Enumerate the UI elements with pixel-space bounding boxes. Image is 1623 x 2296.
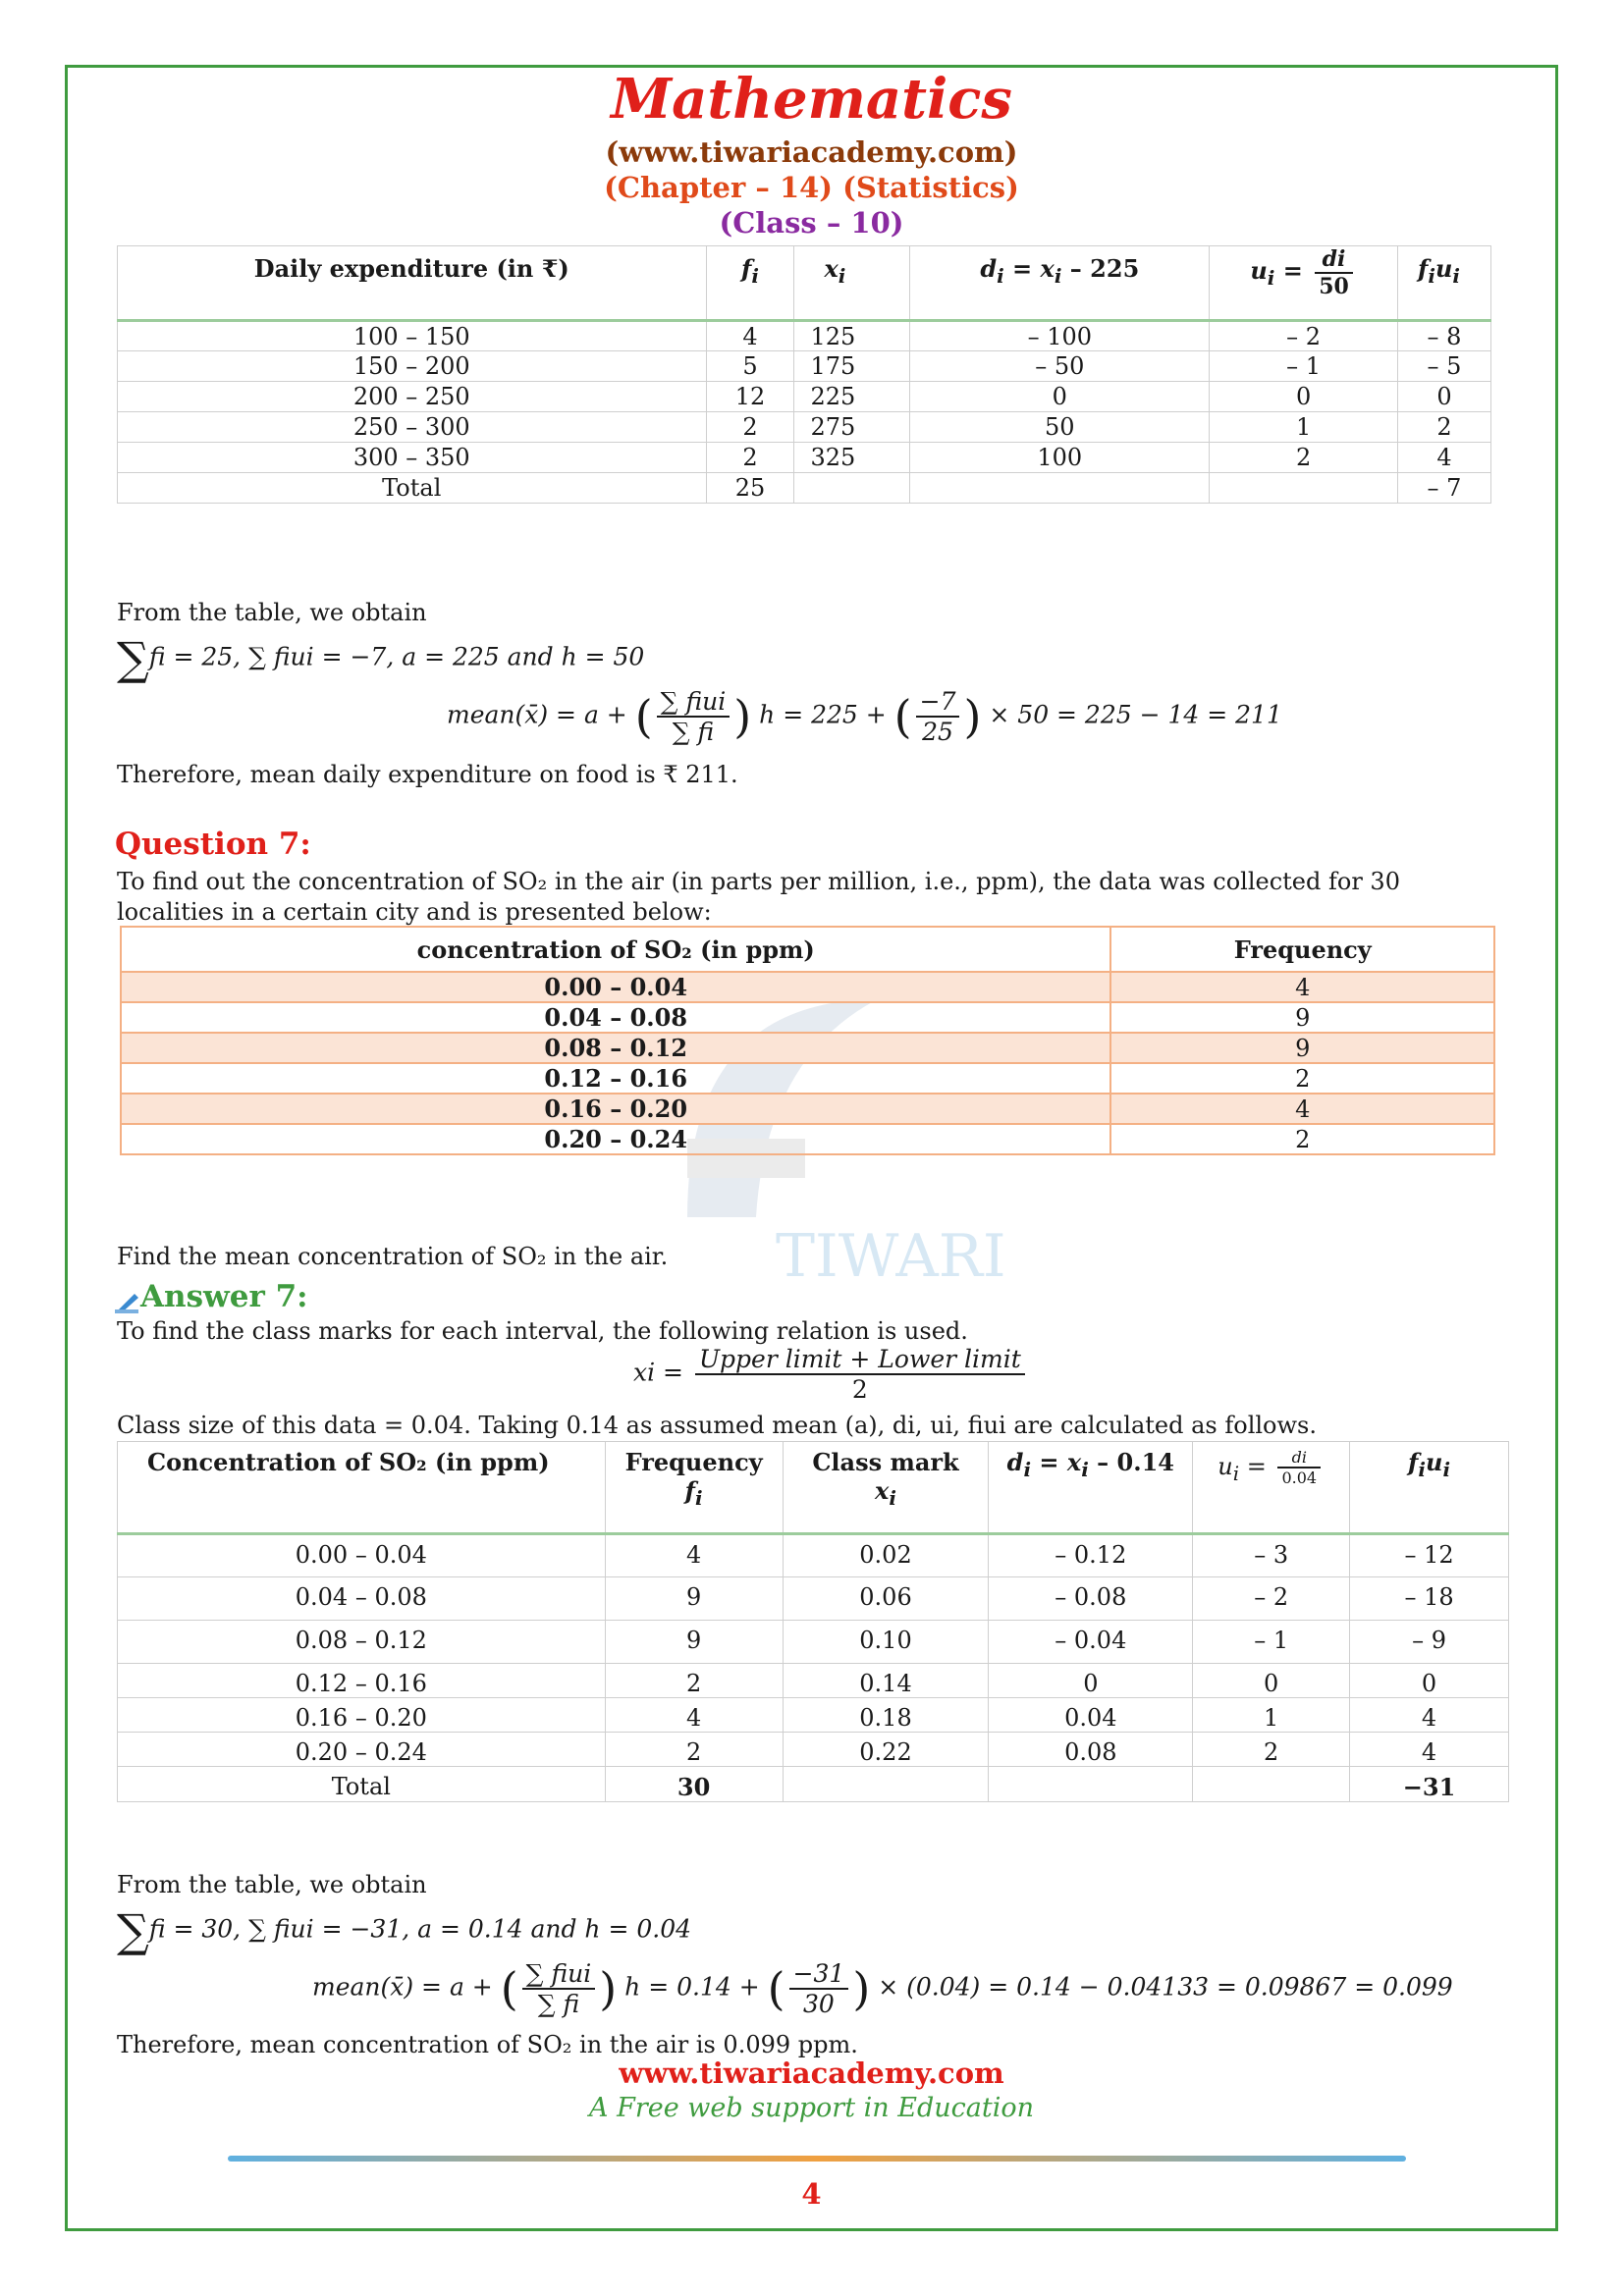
table-row bbox=[118, 1767, 1509, 1802]
table-cell: 0 bbox=[1350, 1664, 1509, 1698]
table-cell: 125 bbox=[794, 321, 910, 351]
table-cell: 2 bbox=[1193, 1733, 1350, 1767]
table-cell: 0.16 – 0.20 bbox=[118, 1698, 606, 1733]
table-cell bbox=[794, 473, 910, 504]
table-cell: 0.04 – 0.08 bbox=[118, 1577, 606, 1621]
mean-formula-2: mean(x̄) = a + ( $\frac{\text{∑ fiui}}{\sum fi}$ ) h = 0.14 + ( $\frac{-31}{30}$ ) × (0.04) = 0.14 − 0.04133 = 0.09867 = 0.099 bbox=[312, 1959, 1453, 2018]
table-row bbox=[118, 443, 1491, 473]
table-cell: 4 bbox=[1350, 1733, 1509, 1767]
table-cell: – 12 bbox=[1350, 1534, 1509, 1577]
table-cell: 0.00 – 0.04 bbox=[121, 972, 1110, 1002]
table-row bbox=[118, 351, 1491, 382]
table-cell: 2 bbox=[1398, 412, 1491, 443]
sums-line-1: ∑fi = 25, ∑ fiui = −7, a = 225 and h = 50 bbox=[117, 632, 645, 685]
table-cell: – 0.12 bbox=[989, 1534, 1193, 1577]
question-ask: Find the mean concentration of SO₂ in the air. bbox=[117, 1243, 669, 1270]
col-header: $d_i = x_i - 225$ bbox=[910, 246, 1210, 321]
table-row bbox=[118, 1577, 1509, 1621]
table-cell: 0.04 bbox=[989, 1698, 1193, 1733]
table-cell: 0.06 bbox=[783, 1577, 989, 1621]
footer-tagline: A Free web support in Education bbox=[589, 2093, 1034, 2123]
expenditure-table bbox=[117, 245, 1491, 504]
table-cell: 0.14 bbox=[783, 1664, 989, 1698]
table-cell: – 5 bbox=[1398, 351, 1491, 382]
table-cell: 4 bbox=[1110, 972, 1494, 1002]
table-cell bbox=[1193, 1767, 1350, 1802]
table-row bbox=[118, 1621, 1509, 1664]
table-cell: – 1 bbox=[1193, 1621, 1350, 1664]
col-header: $f_iu_i$ bbox=[1398, 246, 1491, 321]
table-cell: 325 bbox=[794, 443, 910, 473]
table-cell: 12 bbox=[706, 382, 794, 412]
table-cell: 250 – 300 bbox=[118, 412, 707, 443]
table-cell: – 50 bbox=[910, 351, 1210, 382]
watermark-text: TIWARI bbox=[776, 1222, 1006, 1291]
conclusion-2: Therefore, mean concentration of SO₂ in the air is 0.099 ppm. bbox=[117, 2031, 858, 2058]
class-size-text: Class size of this data = 0.04. Taking 0.14 as assumed mean (a), di, ui, fiui are calculated as follows. bbox=[117, 1412, 1317, 1439]
table-cell: 0 bbox=[910, 382, 1210, 412]
table-row bbox=[121, 1063, 1494, 1094]
col-header: $f_iu_i$ bbox=[1350, 1442, 1509, 1534]
table-cell: 4 bbox=[1110, 1094, 1494, 1124]
col-header: Concentration of SO₂ (in ppm) bbox=[118, 1442, 606, 1534]
table-cell: 0.08 bbox=[989, 1733, 1193, 1767]
col-header: $u_i$ = $\frac{di}{0.04}$ bbox=[1193, 1442, 1350, 1534]
table-cell: 4 bbox=[605, 1698, 783, 1733]
table-cell: 100 bbox=[910, 443, 1210, 473]
col-header: Class mark $x_i$ bbox=[783, 1442, 989, 1534]
table-cell: 4 bbox=[1350, 1698, 1509, 1733]
site-link[interactable]: (www.tiwariacademy.com) bbox=[605, 135, 1018, 169]
table-cell: 9 bbox=[1110, 1033, 1494, 1063]
table-cell: 0.22 bbox=[783, 1733, 989, 1767]
table-row bbox=[118, 1733, 1509, 1767]
table-cell: – 2 bbox=[1210, 321, 1398, 351]
table-cell: – 9 bbox=[1350, 1621, 1509, 1664]
table-cell: 2 bbox=[605, 1664, 783, 1698]
answer-heading bbox=[115, 1279, 308, 1314]
table-row bbox=[118, 1664, 1509, 1698]
table-cell: 2 bbox=[706, 412, 794, 443]
conclusion-1: Therefore, mean daily expenditure on food is ₹ 211. bbox=[117, 761, 738, 788]
table-row bbox=[118, 382, 1491, 412]
chapter-label: (Chapter – 14) (Statistics) bbox=[604, 171, 1019, 204]
table-cell: – 100 bbox=[910, 321, 1210, 351]
table-cell: – 1 bbox=[1210, 351, 1398, 382]
table-cell bbox=[1210, 473, 1398, 504]
table-cell: 0.08 – 0.12 bbox=[121, 1033, 1110, 1063]
class-mark-formula: xi = $\frac{\text{Upper limit + Lower limit}}{2}$ bbox=[633, 1345, 1029, 1404]
table-cell: 0.08 – 0.12 bbox=[118, 1621, 606, 1664]
col-header: Frequency $f_i$ bbox=[605, 1442, 783, 1534]
table-cell: 100 – 150 bbox=[118, 321, 707, 351]
table-cell: 0.20 – 0.24 bbox=[118, 1733, 606, 1767]
table-cell: 9 bbox=[605, 1621, 783, 1664]
table-cell: 0.02 bbox=[783, 1534, 989, 1577]
table-cell: – 2 bbox=[1193, 1577, 1350, 1621]
table-cell: 0 bbox=[1193, 1664, 1350, 1698]
table-cell: 1 bbox=[1193, 1698, 1350, 1733]
table-cell: 2 bbox=[605, 1733, 783, 1767]
sums-line-2: ∑fi = 30, ∑ fiui = −31, a = 0.14 and h = 0.04 bbox=[117, 1904, 692, 1957]
answer-title: Answer 7: bbox=[140, 1279, 308, 1314]
table-cell: 25 bbox=[706, 473, 794, 504]
obtain-text-1: From the table, we obtain bbox=[117, 599, 427, 626]
table-cell: – 3 bbox=[1193, 1534, 1350, 1577]
table-cell: 0.04 – 0.08 bbox=[121, 1002, 1110, 1033]
table-cell: 0.18 bbox=[783, 1698, 989, 1733]
table-cell: Total bbox=[118, 1767, 606, 1802]
col-header: Frequency bbox=[1110, 927, 1494, 972]
table-row bbox=[121, 972, 1494, 1002]
table-cell: – 8 bbox=[1398, 321, 1491, 351]
table-cell: 200 – 250 bbox=[118, 382, 707, 412]
table-cell: 30 bbox=[605, 1767, 783, 1802]
answer-intro: To find the class marks for each interval, the following relation is used. bbox=[117, 1317, 968, 1345]
table-cell: 5 bbox=[706, 351, 794, 382]
col-header: $d_i = x_i - 0.14$ bbox=[989, 1442, 1193, 1534]
table-cell: – 0.08 bbox=[989, 1577, 1193, 1621]
table-cell: 0.16 – 0.20 bbox=[121, 1094, 1110, 1124]
pen-icon bbox=[115, 1292, 140, 1313]
so2-calc-table bbox=[117, 1441, 1509, 1802]
class-label: (Class – 10) bbox=[719, 206, 904, 240]
table-row bbox=[118, 1698, 1509, 1733]
table-cell: 0.00 – 0.04 bbox=[118, 1534, 606, 1577]
table-cell: 150 – 200 bbox=[118, 351, 707, 382]
table-cell: 2 bbox=[1110, 1124, 1494, 1154]
footer-divider bbox=[228, 2156, 1406, 2162]
table-cell: 0 bbox=[989, 1664, 1193, 1698]
table-row bbox=[118, 321, 1491, 351]
table-cell: 300 – 350 bbox=[118, 443, 707, 473]
table-cell: 0 bbox=[1398, 382, 1491, 412]
table-row bbox=[118, 1534, 1509, 1577]
table-row bbox=[121, 1033, 1494, 1063]
table-cell: 0.12 – 0.16 bbox=[118, 1664, 606, 1698]
table-cell: 275 bbox=[794, 412, 910, 443]
table-cell bbox=[989, 1767, 1193, 1802]
table-cell: 4 bbox=[605, 1534, 783, 1577]
table-row bbox=[118, 412, 1491, 443]
table-cell: – 7 bbox=[1398, 473, 1491, 504]
table-cell: 175 bbox=[794, 351, 910, 382]
table-cell: 2 bbox=[706, 443, 794, 473]
page-number: 4 bbox=[801, 2177, 822, 2211]
table-cell: – 0.04 bbox=[989, 1621, 1193, 1664]
col-header: $f_i$ bbox=[706, 246, 794, 321]
table-cell: −31 bbox=[1350, 1767, 1509, 1802]
table-cell: 0.20 – 0.24 bbox=[121, 1124, 1110, 1154]
table-cell: 225 bbox=[794, 382, 910, 412]
table-cell: 0.12 – 0.16 bbox=[121, 1063, 1110, 1094]
obtain-text-2: From the table, we obtain bbox=[117, 1871, 427, 1898]
table-cell: 2 bbox=[1110, 1063, 1494, 1094]
col-header: $x_i$ bbox=[794, 246, 910, 321]
table-cell: 9 bbox=[605, 1577, 783, 1621]
table-cell: 4 bbox=[1398, 443, 1491, 473]
table-row bbox=[121, 1094, 1494, 1124]
so2-frequency-table bbox=[120, 926, 1495, 1155]
footer-website-link[interactable]: www.tiwariacademy.com bbox=[619, 2056, 1004, 2090]
table-cell bbox=[783, 1767, 989, 1802]
question-title: Question 7: bbox=[115, 827, 311, 862]
table-row bbox=[118, 473, 1491, 504]
table-row bbox=[121, 1002, 1494, 1033]
table-cell: 1 bbox=[1210, 412, 1398, 443]
table-cell bbox=[910, 473, 1210, 504]
col-header: Daily expenditure (in ₹) bbox=[118, 246, 707, 321]
table-cell: 2 bbox=[1210, 443, 1398, 473]
col-header: $u_i$ = $\frac{di}{50}$ bbox=[1210, 246, 1398, 321]
question-text: To find out the concentration of SO₂ in the air (in parts per million, i.e., ppm), the data was collected for 30 localities in a certain city and is presented below: bbox=[117, 868, 1400, 926]
table-cell: 9 bbox=[1110, 1002, 1494, 1033]
table-cell: – 18 bbox=[1350, 1577, 1509, 1621]
table-cell: Total bbox=[118, 473, 707, 504]
page-title: Mathematics bbox=[611, 67, 1012, 132]
table-cell: 4 bbox=[706, 321, 794, 351]
table-cell: 50 bbox=[910, 412, 1210, 443]
table-cell: 0.10 bbox=[783, 1621, 989, 1664]
mean-formula-1: mean(x̄) = a + ( $\frac{\text{∑ fiui}}{\sum fi}$ ) h = 225 + ( $\frac{-7}{25}$ ) × 50 = 225 − 14 = 211 bbox=[447, 687, 1282, 746]
table-row bbox=[121, 1124, 1494, 1154]
table-cell: 0 bbox=[1210, 382, 1398, 412]
col-header: concentration of SO₂ (in ppm) bbox=[121, 927, 1110, 972]
